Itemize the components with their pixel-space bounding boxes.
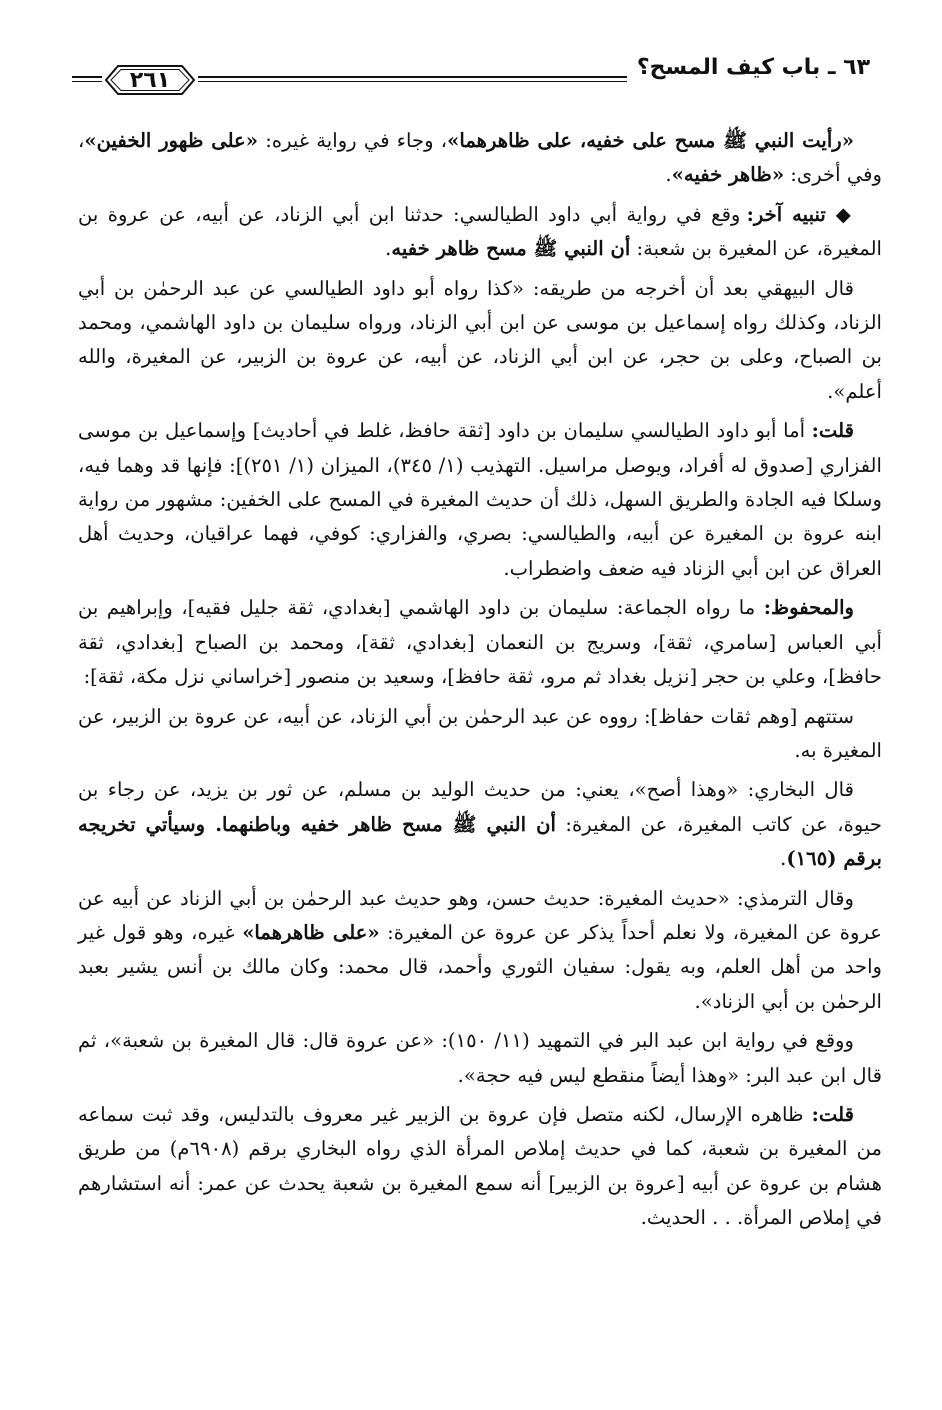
text-run: ، وفي أخرى: (78, 129, 882, 187)
text-run: ستتهم [وهم ثقات حفاظ]: رووه عن عبد الرحمٰن بن أبي الزناد، عن أبيه، عن عروة بن الزبير، عن المغيرة به. (78, 704, 882, 762)
text-run: قال البيهقي بعد أن أخرجه من طريقه: «كذا رواه أبو داود الطيالسي عن عبد الرحمٰن بن أبي الزناد، وكذلك رواه إسماعيل بن موسى عن ابن أبي الزناد، ورواه سليمان بن داود الهاشمي، ومحمد بن الصباح، وعلى بن حجر، عن ابن أبي الزناد، عن أبيه، عن عروة بن الزبير، عن المغيرة، والله أعلم». (78, 276, 882, 403)
text-run: . (385, 237, 392, 261)
paragraph (78, 1024, 882, 1093)
paragraph (78, 773, 882, 876)
paragraph (78, 414, 882, 586)
page-number: ٢٦١ (129, 67, 171, 93)
text-run: أما أبو داود الطيالسي سليمان بن داود [ثقة حافظ، غلط في أحاديث] وإسماعيل بن موسى الفزاري [صدوق له أفراد، ويوصل مراسيل. التهذيب (١/ ٣٤٥)، الميزان (١/ ٢٥١)]: فإنها قد وهما فيه، وسلكا فيه الجادة والطريق السهل، ذلك أن حديث المغيرة في المسح على الخفين: مشهور من رواية ابنه عروة بن المغيرة عن أبيه، والطيالسي: بصري، والفزاري: كوفي، فهما عراقيان، وحديث أهل العراق عن ابن أبي الزناد فيه ضعف واضطراب. (78, 419, 882, 580)
text-run: وقع في رواية أبي داود الطيالسي: حدثنا ابن أبي الزناد، عن أبيه، عن عروة بن المغيرة، عن المغيرة بن شعبة: (78, 202, 882, 261)
text-run: ، وجاء في رواية غيره: (258, 129, 448, 152)
bold-text-run: «ظاهر خفيه» (671, 163, 785, 187)
running-title: ٦٣ ـ باب كيف المسح؟ (636, 54, 870, 80)
main-text (78, 124, 882, 1241)
bold-text-run: قلت: (811, 419, 854, 443)
bold-text-run: «رأيت النبي ﷺ مسح على خفيه، على ظاهرهما» (447, 129, 854, 152)
text-run: ووقع في رواية ابن عبد البر في التمهيد (١١/ ١٥٠): «عن عروة قال: قال المغيرة بن شعبة»، ثم قال ابن عبد البر: «وهذا أيضاً منقطع ليس فيه حجة». (78, 1029, 882, 1087)
text-run: غيره، وهو قول غير واحد من أهل العلم، وبه يقول: سفيان الثوري وأحمد، قال محمد: وكان مالك بن أنس يشير بعبد الرحمٰن بن أبي الزناد». (78, 920, 882, 1013)
text-run: . (780, 847, 787, 871)
paragraph (78, 700, 882, 769)
page-number-badge (102, 62, 198, 98)
paragraph (78, 591, 882, 694)
bold-text-run: قلت: (811, 1102, 854, 1126)
bold-text-run: «على ظاهرهما» (242, 920, 380, 944)
bold-text-run: والمحفوظ: (763, 596, 854, 620)
bold-text-run: أن النبي ﷺ مسح ظاهر خفيه (391, 237, 631, 261)
bold-text-run: أن النبي ﷺ مسح ظاهر خفيه وباطنهما. وسيأتي تخريجه برقم (١٦٥) (78, 812, 882, 871)
paragraph (78, 882, 882, 1020)
text-run: . (665, 163, 672, 187)
paragraph (78, 272, 882, 410)
paragraph (78, 198, 882, 267)
text-run: ما رواه الجماعة: سليمان بن داود الهاشمي [بغدادي، ثقة جليل فقيه]، وإبراهيم بن أبي العباس [سامري، ثقة]، وسريج بن النعمان [بغدادي، ثقة]، ومحمد بن الصباح [بغدادي، ثقة حافظ]، وعلي بن حجر [نزيل بغداد ثم مرو، ثقة حافظ]، وسعيد بن منصور [خراساني نزل مكة، ثقة]: (78, 596, 882, 689)
text-run: قال البخاري: «وهذا أصح»، يعني: من حديث الوليد بن مسلم، عن ثور بن يزيد، عن رجاء بن حيوة، عن كاتب المغيرة، عن المغيرة: (78, 778, 882, 836)
paragraph (78, 124, 882, 193)
bold-text-run: ◆ تنبيه آخر: (746, 202, 854, 226)
text-run: ظاهره الإرسال، لكنه متصل فإن عروة بن الزبير غير معروف بالتدليس، وقد ثبت سماعه من المغيرة بن شعبة، كما في حديث إملاص المرأة الذي رواه البخاري برقم (٦٩٠٨م) من طريق هشام بن عروة عن أبيه [عروة بن الزبير] أنه سمع المغيرة بن شعبة يحدث عن عمر: أنه استشارهم في إملاص المرأة. . . الحديث. (78, 1102, 882, 1230)
page-header (72, 50, 870, 98)
paragraph (78, 1098, 882, 1236)
bold-text-run: «على ظهور الخفين» (84, 129, 258, 152)
text-run: وقال الترمذي: «حديث المغيرة: حديث حسن، وهو حديث عبد الرحمٰن بن أبي الزناد عن أبيه عن عروة عن المغيرة، ولا نعلم أحداً يذكر عن عروة عن المغيرة: (78, 886, 882, 944)
header-rule (72, 50, 627, 98)
